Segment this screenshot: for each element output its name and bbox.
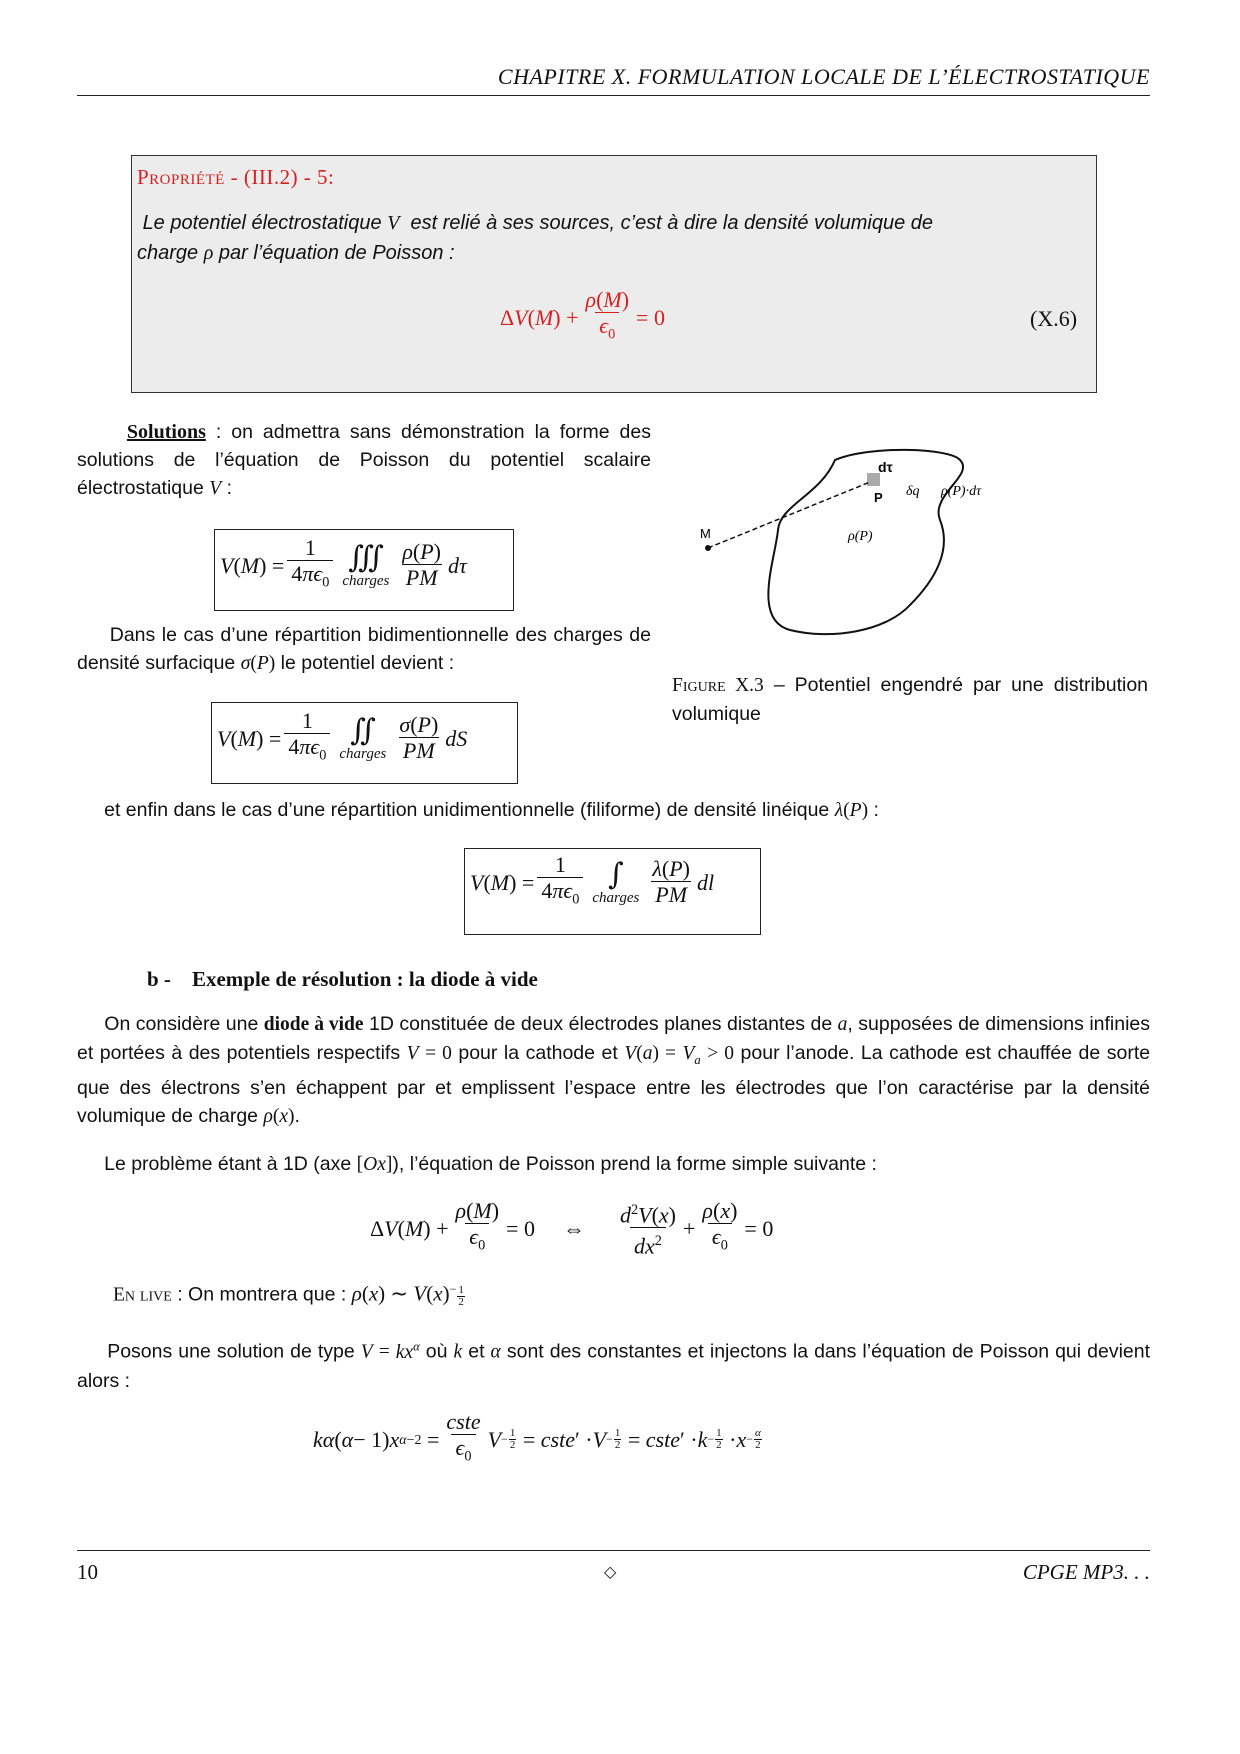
property-text-b: est relié à ses sources, c’est à dire la densité volumique de: [410, 212, 934, 234]
surface-potential-equation: V ( M ) = $\frac{1}{4\pi\epsilon_0}$ ∬ charges $\frac{\sigma(P)}{PM}$ dS: [217, 709, 467, 768]
section-b-marker: b -: [147, 967, 171, 991]
volume-distribution-figure: [690, 440, 1020, 650]
diode-text-a: On considère une: [104, 1013, 259, 1035]
label-rho-dtau: ρ(P)·dτ: [941, 484, 982, 499]
diode-text-d: pour la cathode et: [458, 1042, 618, 1064]
diode-text-b: 1D constituée de deux électrodes planes distantes de: [369, 1013, 833, 1035]
linear-text: et enfin dans le cas d’une répartition unidimentionnelle (filiforme) de densité linéique: [104, 799, 830, 821]
property-text-d: par l’équation de Poisson :: [218, 242, 455, 264]
figure-caption-text: – Potentiel engendré par une distribution volumique: [672, 674, 1149, 725]
property-title: Propriété - (III.2) - 5:: [137, 165, 335, 189]
volume-integral-subscript: charges: [342, 573, 390, 590]
diode-text-e: pour l’anode. La cathode est chauffée de sorte que des électrons s’en échappent par et emplissent l’espace entre les électrodes que l’on caractérise par la densité volumique de charge: [77, 1042, 1151, 1127]
live-text: : On montrera que :: [177, 1283, 347, 1306]
label-dq: δq: [906, 484, 920, 499]
linear-paragraph: et enfin dans le cas d’une répartition unidimentionnelle (filiforme) de densité linéique λ(P) :: [104, 799, 879, 821]
label-m: M: [700, 526, 711, 541]
solution-type-text-b: où: [425, 1340, 448, 1363]
poisson-equation: Δ V ( M ) + $\frac{\rho(M)}{\epsilon_0}$ = 0: [500, 288, 665, 347]
page-number: 10: [77, 1560, 98, 1584]
diode-paragraph: On considère une diode à vide 1D constituée de deux électrodes planes distantes de a, supposées de dimensions infinies et portées à des potentiels respectifs V = 0 pour la cathode et $V(a) = V_a > 0$ pour l’anode. La cathode est chauffée de sorte que des électrons s’en échappent par et emplissent l’espace entre les électrodes que l’on caractérise par la densité volumique de charge ρ(x).: [77, 1013, 1151, 1127]
distance-line: [708, 482, 870, 548]
problem-1d-text-a: Le problème étant à 1D (axe: [104, 1153, 352, 1175]
surface-text-b: le potentiel devient :: [280, 652, 455, 674]
label-dtau: dτ: [878, 459, 893, 475]
equation-number: (X.6): [1030, 306, 1078, 331]
surface-text-a: Dans le cas d’une répartition bidimentionnelle des charges de densité surfacique: [77, 624, 651, 674]
property-text-a: Le potentiel électrostatique: [142, 212, 382, 234]
surface-integral-subscript: charges: [339, 746, 387, 763]
poisson-1d-equation: Δ V ( M ) + $\frac{\rho(M)}{\epsilon_0}$ = 0 ⇔ $\frac{d^2V(x)}{dx^2}$ + $\frac{\rho(x)}{\epsilon_0}$ = 0: [370, 1198, 774, 1259]
property-text-c: charge: [137, 242, 199, 264]
header-rule: [77, 95, 1150, 96]
diode-bold: diode à vide: [263, 1014, 364, 1035]
solutions-heading: Solutions: [126, 421, 206, 443]
solutions-intro: : on admettra sans démonstration la forme des solutions de l’équation de Poisson du potentiel scalaire électrostatique: [77, 421, 651, 499]
point-m: [705, 545, 711, 551]
solution-type-text-a: Posons une solution de type: [107, 1340, 355, 1363]
section-b-heading: [147, 967, 538, 992]
property-box: [131, 155, 1097, 393]
live-label: En live: [113, 1284, 172, 1306]
problem-1d-paragraph: Le problème étant à 1D (axe [Ox]), l’équation de Poisson prend la forme simple suivante :: [104, 1153, 877, 1175]
linear-potential-equation: V ( M ) = $\frac{1}{4\pi\epsilon_0}$ ∫ charges $\frac{\lambda(P)}{PM}$ dl: [470, 853, 714, 912]
problem-1d-text-b: ), l’équation de Poisson prend la forme simple suivante :: [392, 1153, 877, 1175]
diode-text-c: , supposées de dimensions infinies et portées à des potentiels respectifs: [77, 1013, 1151, 1064]
surface-paragraph: Dans le cas d’une répartition bidimentionnelle des charges de densité surfacique σ(P) le potentiel devient :: [77, 624, 651, 674]
section-b-title: Exemple de résolution : la diode à vide: [191, 967, 538, 991]
live-line: En live : On montrera que : ρ(x) ∼ V(x)− $\frac{1}{2}$: [113, 1281, 464, 1308]
solution-type-text-d: sont des constantes et injectons la dans l’équation de Poisson qui devient alors :: [77, 1340, 1151, 1392]
solution-type-text-c: et: [468, 1340, 485, 1363]
power-law-equation: kα ( α − 1) x α−2 = $\frac{\text{cste}}{\epsilon_0}$ V − $\frac{1}{2}$ = cste ′ · V − $\frac{1}{2}$ = cste ′ · k − $\frac{1}{2}$ · x − $\frac{\alpha}{2}$: [313, 1410, 763, 1469]
linear-integral-subscript: charges: [592, 890, 640, 907]
label-p: P: [874, 490, 883, 505]
label-rho: ρ(P): [848, 529, 873, 544]
chapter-header: CHAPITRE X. FORMULATION LOCALE DE L’ÉLECTROSTATIQUE: [497, 64, 1150, 89]
solution-type-paragraph: Posons une solution de type $V = kx^\alpha$ où k et α sont des constantes et injectons la dans l’équation de Poisson qui devient alors :: [77, 1339, 1151, 1392]
solutions-paragraph: Solutions : on admettra sans démonstration la forme des solutions de l’équation de Poisson du potentiel scalaire électrostatique V :: [77, 421, 651, 499]
volume-potential-equation: V ( M ) = $\frac{1}{4\pi\epsilon_0}$ ∭ charges $\frac{\rho(P)}{PM}$ dτ: [220, 536, 467, 595]
figure-caption: [672, 671, 1148, 728]
footer-diamond: ◇: [604, 1564, 617, 1581]
footer-course: CPGE MP3. . .: [1022, 1560, 1150, 1584]
figure-caption-label: Figure X.3: [672, 675, 764, 696]
property-text: Le potentiel électrostatique V est relié à ses sources, c’est à dire la densité volumique de charge ρ par l’équation de Poisson :: [137, 212, 934, 264]
footer-rule: [77, 1550, 1150, 1551]
